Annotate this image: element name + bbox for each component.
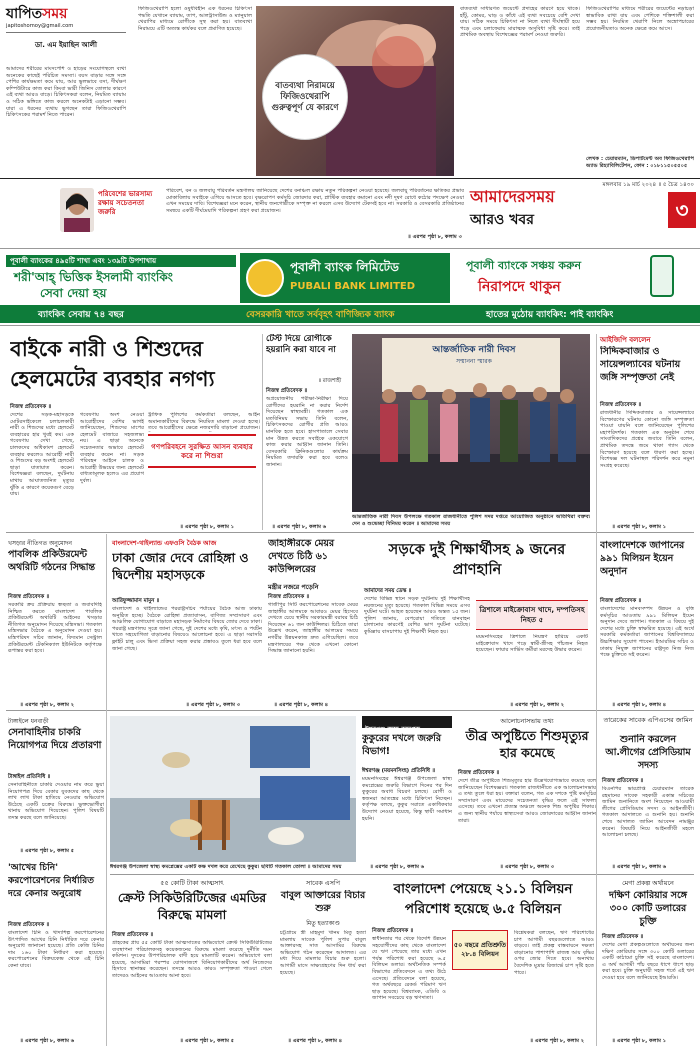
dog-kicker-bar xyxy=(362,716,452,733)
column-body-2: ফিজিওথেরাপি হলো ওষুধবিহীন এক ধরনের চিকিৎসা পদ্ধতি যেখানে ব্যায়াম, তাপ, আলট্রাসাউন্ড ও ম্যানুয়াল থেরাপির মাধ্যমে রোগীকে সুস্থ করা হয়। বাতব্যথা নিরাময়ে এটি অত্যন্ত কার্যকর বলে প্রমাণিত হয়েছে। xyxy=(138,6,252,32)
ad-left-big-2: সেবা দেয়া হয় xyxy=(40,286,107,300)
divider-710 xyxy=(6,710,694,711)
billion-box-text: ৫০ বছরে প্রতিশ্রুতি ২৮.৪ বিলিয়ন xyxy=(453,941,507,958)
column-footer: লেখক : চেয়ারম্যান, ডিপার্টমেন্ট অব ফিজিওথেরাপি অ্যান্ড রিহ্যাবিলিটেশন, ফোন : ০১৮১১৫০৫৫০৫ xyxy=(586,156,694,169)
crest-byline: নিজস্ব প্রতিবেদক ॥ xyxy=(112,932,154,938)
divider-530 xyxy=(6,532,694,533)
dogs-in-hospital-room xyxy=(110,716,356,862)
korea-byline: নিজস্ব প্রতিবেদক ॥ xyxy=(602,934,644,940)
dhaka-body: বাংলাদেশ ও থাইল্যান্ডের পররাষ্ট্রসচিব পর্যায়ের বৈঠক আজ ঢাকায় অনুষ্ঠিত হচ্ছে। বৈঠকে রোহিঙ্গা প্রত্যাবাসন, বাণিজ্য সম্প্রসারণ এবং আঞ্চলিক যোগাযোগ বাড়াতে মহাসড়ক নির্মাণের বিষয়ে জোর দেবে ঢাকা। পররাষ্ট্র মন্ত্রণালয় সূত্রে জানা গেছে, দুই দেশের মধ্যে কৃষি, মৎস্য ও পর্যটন খাতে সহযোগিতা বাড়ানোর বিষয়েও আলোচনা হবে। এ ছাড়া সরাসরি ফ্লাইট চালু এবং ভিসা প্রক্রিয়া সহজ করার প্রস্তাবও তুলে ধরা হবে বলে জানা গেছে। xyxy=(112,606,262,652)
vrule-2 xyxy=(596,334,597,1046)
jahangir-cont[interactable]: ॥ এরপর পৃষ্ঠা ৮, কলাম ৪ xyxy=(274,702,329,708)
road-box-text: ত্রিশালে মাইক্রোবাস খাদে, দম্পতিসহ নিহত ৫ xyxy=(479,605,585,624)
editorial-cont: ॥ এরপর পৃষ্ঠা ৮, কলাম ৩ xyxy=(407,234,462,240)
main-photo xyxy=(352,334,590,512)
section-label: আরও খবর xyxy=(470,212,534,228)
army-headline[interactable]: সেনাবাহিনীর চাকরি নিয়োগপত্র দিয়ে প্রতারণা xyxy=(8,727,102,751)
babul-cont[interactable]: ॥ এরপর পৃষ্ঠা ৮, কলাম ৪ xyxy=(288,1038,343,1044)
presidium-cont[interactable]: ॥ এরপর পৃষ্ঠা ৮, কলাম ৬ xyxy=(612,864,667,870)
japan-body: বাংলাদেশের মানবসম্পদ উন্নয়ন ও বৃত্তি কর্মসূচির আওতায় ৯৯১ মিলিয়ন ইয়েন অনুদান দেবে জাপান। গতকাল এ বিষয়ে দুই দেশের মধ্যে চুক্তি স্বাক্ষরিত হয়েছে। এই অর্থে সরকারি কর্মকর্তারা জাপানের বিশ্ববিদ্যালয়ে উচ্চশিক্ষার সুযোগ পাবেন। ইআরডির সচিব ও ঢাকায় নিযুক্ত জাপানের রাষ্ট্রদূত নিজ নিজ পক্ষে চুক্তিতে সই করেন। xyxy=(600,606,694,659)
road-cont[interactable]: ॥ এরপর পৃষ্ঠা ৮, কলাম ২ xyxy=(510,702,565,708)
public-body: সরকারি ক্রয় প্রক্রিয়ায় স্বচ্ছতা ও জবাবদিহি নিশ্চিত করতে বাংলাদেশ পাবলিক প্রকিউরমেন্ট অথরিটি আইনের খসড়ার নীতিগত অনুমোদন দিয়েছে মন্ত্রিসভা। গতকাল মন্ত্রিসভার বৈঠকে এ অনুমোদন দেওয়া হয়। মন্ত্রিপরিষদ সচিব জানান, বিদ্যমান সেন্ট্রাল প্রকিউরমেন্ট টেকনিক্যাল ইউনিটকে কর্তৃপক্ষে রূপান্তর করা হবে। xyxy=(8,602,102,655)
dhaka-byline: আরিফুজ্জামান মামুন ॥ xyxy=(112,598,160,604)
road-box xyxy=(476,600,588,630)
lead-headline[interactable]: বাইকে নারী ও শিশুদের হেলমেটের ব্যবহার নগণ্য xyxy=(10,337,215,391)
column-photo xyxy=(256,6,454,176)
japan-cont[interactable]: ॥ এরপর পৃষ্ঠা ৮, কলাম ৪ xyxy=(612,702,667,708)
public-byline: নিজস্ব প্রতিবেদক ॥ xyxy=(8,594,50,600)
lead-body-1: দেশের সড়ক-মহাসড়কে মোটরসাইকেলে চলাচলকারী নারী ও শিশুদের মধ্যে হেলমেট ব্যবহারের হার খুবই কম। এক গবেষণায় দেখা গেছে, চালকদের অধিকাংশ হেলমেট ব্যবহার করলেও আরোহী নারী ও শিশুদের বড় অংশই হেলমেট ছাড়া যাতায়াত করেন। বিশেষজ্ঞরা বলছেন, দুর্ঘটনায় মাথায় আঘাতজনিত মৃত্যুর ঝুঁকি এ কারণে কয়েকগুণ বেড়ে যায়। xyxy=(10,412,74,498)
dog-kicker: ঈশ্বরগঞ্জ স্বাস্থ্য কমপ্লেক্স xyxy=(365,726,421,733)
babul-headline[interactable]: বাবুল আক্তারের বিচার শুরু xyxy=(280,890,366,914)
child-cont[interactable]: ॥ এরপর পৃষ্ঠা ৮, কলাম ৩ xyxy=(500,864,555,870)
lead-body-3b xyxy=(148,472,260,522)
crest-kicker: ৫৫ কোটি টাকা আত্মসাৎ xyxy=(160,879,224,887)
babul-byline: মিতু হত্যাকাণ্ড xyxy=(306,920,340,927)
public-headline[interactable]: পাবলিক প্রকিউরমেন্ট অথরিটি গঠনের সিদ্ধান্ত xyxy=(8,549,95,573)
lead-pullquote-text: গণপরিবহনে সুরক্ষিত আসন ব্যবহার করে না শিশুরা xyxy=(151,441,253,460)
column-header xyxy=(6,6,126,64)
jahangir-headline[interactable]: জাহাঙ্গীরকে মেয়র দেখতে চিঠি ৬১ কাউন্সিলরের xyxy=(268,538,335,575)
jahangir-body: গাজীপুর সিটি করপোরেশনের সাবেক মেয়র জাহাঙ্গীর আলমকে আবারও মেয়র হিসেবে দেখতে চেয়ে স্থানীয় সরকারমন্ত্রী বরাবর চিঠি দিয়েছেন ৬১ জন কাউন্সিলর। চিঠিতে তারা উল্লেখ করেন, জাহাঙ্গীর আলমের সময়ে নগরীর উন্নয়নকাজ দ্রুত এগিয়েছিল। তবে মন্ত্রণালয়ের পক্ষ থেকে এখনো কোনো সিদ্ধান্ত জানানো হয়নি। xyxy=(268,602,358,655)
billion-body: স্বাধীনতার পর থেকে বিদেশি উন্নয়ন সহযোগীদের কাছ থেকে বাংলাদেশ যে ঋণ পেয়েছে তার মধ্যে এখন পর্যন্ত পরিশোধ করা হয়েছে ৬.৫ বিলিয়ন ডলার। অর্থনৈতিক সম্পর্ক বিভাগের প্রতিবেদনে এ তথ্য উঠে এসেছে। প্রতিবেদনে বলা হয়েছে, গত অর্থবছরে রেকর্ড পরিমাণ ঋণ ছাড় হয়েছে। বিশ্বব্যাংক, এডিবি ও জাপান সবচেয়ে বড় ঋণদাতা। xyxy=(372,936,446,1002)
babul-kicker: সাবেক এসপি xyxy=(306,879,340,887)
presidium-headline[interactable]: শুনানি করলেন আ.লীগের প্রেসিডিয়াম সদস্য xyxy=(605,734,691,771)
test-byline: নিজস্ব প্রতিবেদক ॥ xyxy=(266,388,308,394)
column-body-4: ফিজিওথেরাপির মাধ্যমে শরীরের জয়েন্টের নড়াচড়া স্বাভাবিক রাখা যায় এবং পেশিকে শক্তিশালী করা সম্ভব হয়। নিয়মিত থেরাপি নিলে অস্ত্রোপচারের প্রয়োজনীয়তাও অনেক ক্ষেত্রে কমে আসে। xyxy=(586,6,694,32)
public-kicker: খসড়ার নীতিগত অনুমোদন xyxy=(8,540,72,547)
column-body-3: বাতব্যথা সাধারণত জয়েন্টে প্রদাহের কারণে হয়ে থাকে। হাঁটু, কোমর, ঘাড় ও কাঁধে এই ব্যথা সবচেয়ে বেশি দেখা যায়। সঠিক সময়ে চিকিৎসা না নিলে ব্যথা দীর্ঘস্থায়ী হয়ে পড়ে এবং চলাফেরায় মারাত্মক অসুবিধা সৃষ্টি করে। তাই প্রাথমিক অবস্থায় বিশেষজ্ঞের পরামর্শ নেওয়া জরুরি। xyxy=(460,6,580,39)
child-body: দেশে তীব্র অপুষ্টিতে শিশুমৃত্যুর হার উল্লেখযোগ্যভাবে কমেছে বলে জানিয়েছেন বিশেষজ্ঞরা। গতকাল রাজধানীতে এক আলোচনাসভায় এ তথ্য তুলে ধরা হয়। বক্তারা বলেন, গত এক দশকে পুষ্টি কর্মসূচির সম্প্রসারণ এবং মায়েদের সচেতনতা বৃদ্ধির ফলে এই সাফল্য এসেছে। তবে এখনো প্রত্যন্ত অঞ্চলে অনেক শিশু অপুষ্টির শিকার। এ জন্য স্থানীয় পর্যায়ে স্বাস্থ্যসেবা আরও জোরদারের আহ্বান জানান তারা। xyxy=(458,778,596,824)
photo-banner: আন্তর্জাতিক নারী দিবস xyxy=(432,345,516,355)
igp-byline: নিজস্ব প্রতিবেদক ॥ xyxy=(600,402,642,408)
presidium-byline: নিজস্ব প্রতিবেদক ॥ xyxy=(602,778,644,784)
column-title-b: সময় xyxy=(42,6,68,22)
test-cont[interactable]: ॥ এরপর পৃষ্ঠা ৮, কলাম ৬ xyxy=(272,524,327,530)
public-cont[interactable]: ॥ এরপর পৃষ্ঠা ৮, কলাম ২ xyxy=(20,702,75,708)
crest-cont[interactable]: ॥ এরপর পৃষ্ঠা ৮, কলাম ৫ xyxy=(180,1038,235,1044)
column-body-1: আমাদের শরীরের মাংসপেশি ও হাড়ের সংযোগস্থলে ব্যথা অনেকের কাছেই পরিচিত সমস্যা। বয়স বাড়ার সঙ্গে সঙ্গে পেশির কার্যক্ষমতা কমে যায়, আর ভুলভাবে বসা, দীর্ঘক্ষণ কম্পিউটারে কাজ করা কিংবা ভারী জিনিস তোলার কারণে এই ব্যথা আরও বাড়ে। চিকিৎসকরা বলেন, নিয়মিত ব্যায়াম ও সঠিক ভঙ্গিতে কাজ করলে অনেকটাই এড়ানো সম্ভব। যারা এ ধরনের ব্যথায় ভুগছেন তারা ফিজিওথেরাপি চিকিৎসকের পরামর্শ নিতে পারেন। xyxy=(6,66,126,119)
dhaka-kicker: বাংলাদেশ-থাইল্যান্ড এফওসি বৈঠক আজ xyxy=(112,539,217,547)
road-body-2: ময়মনসিংহের ত্রিশালে নিয়ন্ত্রণ হারিয়ে একটি মাইক্রোবাস খাদে পড়ে স্বামী-স্ত্রীসহ পাঁচজন নিহত হয়েছেন। ফায়ার সার্ভিস কর্মীরা মরদেহ উদ্ধার করেন। xyxy=(476,634,588,654)
igp-cont[interactable]: ॥ এরপর পৃষ্ঠা ৮, কলাম ১ xyxy=(612,524,667,530)
korea-cont[interactable]: ॥ এরপর পৃষ্ঠা ৮, কলাম ১ xyxy=(612,1038,667,1044)
ad-bottom-mid: বেসরকারি খাতে সর্ববৃহৎ বাণিজ্যিক ব্যাংক xyxy=(246,310,395,320)
photo-banner-sub: সম্মাননা স্মারক xyxy=(456,358,492,365)
ad-top-left: পূবালী ব্যাংকের ৪৯৫টি শাখা এবং ১৩৯টি উপশাখায় xyxy=(6,255,236,267)
bank-name-bn: পূবালী ব্যাংক লিমিটেড xyxy=(290,260,399,274)
road-headline[interactable]: সড়কে দুই শিক্ষার্থীসহ ৯ জনের প্রাণহানি xyxy=(388,541,566,578)
presidium-kicker: তারেকের সাবেক এপিএসের জামিন xyxy=(603,716,693,724)
korea-body: দেশের মেগা প্রকল্পগুলোতে অর্থায়নের জন্য দক্ষিণ কোরিয়ার সঙ্গে ৩০০ কোটি ডলারের একটি কাঠামো চুক্তি সই করেছে বাংলাদেশ। এ অর্থ আগামী পাঁচ বছরে ধাপে ধাপে ছাড় করা হবে। চুক্তি অনুযায়ী সহজ শর্তে এই ঋণ দেওয়া হবে বলে জানিয়েছে ইআরডি। xyxy=(602,942,694,981)
igp-headline[interactable]: সিদ্দিকবাজার ও সায়েন্সল্যাবের ঘটনায় জঙ্গি সম্পৃক্ততা নেই xyxy=(600,346,681,383)
dateline: মঙ্গলবার ১৯ মার্চ ২০২৪ ॥ ৫ চৈত্র ১৪৩০ xyxy=(602,182,694,188)
test-body: অপ্রয়োজনীয় পরীক্ষা-নিরীক্ষা দিয়ে রোগীদের হয়রানি না করার নির্দেশ দিয়েছেন স্বাস্থ্যমন্ত্রী। গতকাল এক মতবিনিময় সভায় তিনি বলেন, চিকিৎসকদের রোগীর প্রতি আরও মানবিক হতে হবে। হাসপাতালে সেবার মান উন্নত করতে সবাইকে একযোগে কাজ করার আহ্বান জানান তিনি। বেসরকারি ক্লিনিকগুলোর কার্যক্রম নিয়মিত তদারকি করা হবে বলেও জানান। xyxy=(266,396,348,468)
ad-right-1: পূবালী ব্যাংকে সঞ্চয় করুন xyxy=(466,259,582,272)
army-cont[interactable]: ॥ এরপর পৃষ্ঠা ৮, কলাম ৫ xyxy=(20,848,75,854)
billion-byline: নিজস্ব প্রতিবেদক ॥ xyxy=(372,928,414,934)
photo-caption-circle xyxy=(262,54,348,140)
ad-bottom-right: হাতের মুঠোয় ব্যাংকিং: পাই ব্যাংকিং xyxy=(486,310,614,320)
test-headline[interactable]: টেস্ট দিয়ে রোগীকে হয়রানি করা যাবে না xyxy=(266,334,336,355)
top-divider xyxy=(0,178,700,179)
igp-body: রাজধানীর সিদ্দিকবাজার ও সায়েন্সল্যাবে বিস্ফোরণের ঘটনায় কোনো জঙ্গি সম্পৃক্ততা পাওয়া যায়নি বলে জানিয়েছেন পুলিশের মহাপরিদর্শক। গতকাল এক অনুষ্ঠান শেষে সাংবাদিকদের প্রশ্নের জবাবে তিনি বলেন, প্রাথমিক তদন্তে জমে থাকা গ্যাস থেকে বিস্ফোরণ হয়েছে বলে ধারণা করা হচ্ছে। বিশেষজ্ঞ দল ঘটনাস্থল পরিদর্শন করে নমুনা সংগ্রহ করেছে। xyxy=(600,410,694,469)
lead-byline: নিজস্ব প্রতিবেদক ॥ xyxy=(10,404,52,410)
ad-right-2: নিরাপদে থাকুন xyxy=(478,279,561,295)
lead-body-3: ট্রাফিক পুলিশের কর্মকর্তারা বলছেন, আইন অমান্যকারীদের বিরুদ্ধে নিয়মিত মামলা দেওয়া হচ্ছে। তবে আরোহীদের ক্ষেত্রে নজরদারি বাড়ানো প্রয়োজন। xyxy=(148,412,260,432)
editorial-body: পরিবেশ, বন ও জলবায়ু পরিবর্তন মন্ত্রণালয় জানিয়েছে দেশের বনাঞ্চল রক্ষায় নতুন পরিকল্পনা নেওয়া হয়েছে। জলবায়ু পরিবর্তনের ক্ষতিকর প্রভাব মোকাবিলায় সবাইকে এগিয়ে আসতে হবে। বৃক্ষরোপণ কর্মসূচি জোরদার করা, প্লাস্টিক ব্যবহার কমানো এবং নদী দূষণ রোধে কঠোর পদক্ষেপ নেওয়া এখন সময়ের দাবি। বিশেষজ্ঞরা মনে করেন, স্থানীয় জনগোষ্ঠীকে সম্পৃক্ত না করলে এসব উদ্যোগ টেকসই হবে না। সরকারি ও বেসরকারি প্রতিষ্ঠানের সমন্বয়ে একটি দীর্ঘমেয়াদি পরিকল্পনা গ্রহণ করা প্রয়োজন। xyxy=(166,188,464,214)
child-kicker: আলোচনাসভায় তথ্য xyxy=(500,717,554,725)
dog-photo-caption: ঈশ্বরগঞ্জ উপজেলা স্বাস্থ্য কমপ্লেক্সের একটি কক্ষ দখল করে রেখেছে কুকুর। ছবিটি গতকাল তোলা ॥ আমাদের সময় xyxy=(110,864,342,870)
vrule-3 xyxy=(262,334,263,530)
ad-left-big-1: শরী'আহ্ ভিত্তিক ইসলামী ব্যাংকিং xyxy=(14,270,173,284)
editorial-author-photo xyxy=(60,188,94,232)
japan-headline[interactable]: বাংলাদেশকে জাপানের ৯৯১ মিলিয়ন ইয়েন অনুদান xyxy=(600,540,685,577)
aam-byline: নিজস্ব প্রতিবেদক ॥ xyxy=(8,922,50,928)
jahangir-sub: মন্ত্রীর নজরে পড়েনি xyxy=(268,583,319,591)
section-brand-b: সময় xyxy=(525,187,555,206)
dhaka-cont[interactable]: ॥ এরপর পৃষ্ঠা ৮, কলাম ৩ xyxy=(186,702,241,708)
korea-kicker: মেগা প্রকল্প অর্থায়নে xyxy=(622,879,674,887)
army-kicker: টাঙ্গাইলে ধনবাড়ী xyxy=(8,718,49,725)
jahangir-byline: নিজস্ব প্রতিবেদক ॥ xyxy=(268,594,310,600)
dog-headline[interactable]: কুকুরের দখলে জরুরি বিভাগ! xyxy=(362,733,441,757)
bank-name-en: PUBALI BANK LIMITED xyxy=(290,281,416,292)
editorial-box xyxy=(56,184,466,242)
section-brand-a: আমাদের xyxy=(470,187,526,206)
dhaka-headline[interactable]: ঢাকা জোর দেবে রোহিঙ্গা ও দ্বিদেশীয় মহাসড়কে xyxy=(112,550,249,582)
crest-headline[interactable]: ক্রেস্ট সিকিউরিটিজের এমডির বিরুদ্ধে মামলা xyxy=(117,890,267,922)
lead-cont[interactable]: ॥ এরপর পৃষ্ঠা ৮, কলাম ১ xyxy=(180,524,235,530)
japan-byline: নিজস্ব প্রতিবেদক ॥ xyxy=(600,598,642,604)
vrule-1 xyxy=(106,534,107,1046)
photo-caption: বাতব্যথা নিরাময়ে ফিজিওথেরাপি গুরুত্বপূর্ণ যে কারণে xyxy=(271,80,339,113)
road-byline: আমাদের সময় ডেস্ক ॥ xyxy=(364,588,412,594)
mobile-app-icon xyxy=(650,255,674,297)
author-portrait xyxy=(60,188,94,232)
bank-logo-block xyxy=(240,253,450,303)
dog-cont[interactable]: ॥ এরপর পৃষ্ঠা ৮, কলাম ৬ xyxy=(370,864,425,870)
bank-emblem-icon xyxy=(246,259,284,297)
page-number: ৩ xyxy=(668,192,696,228)
aam-body: বাংলাদেশ চিনি ও খাদ্যশিল্প করপোরেশনের উৎপাদিত আখের চিনি নির্ধারিত দরে কেনার অনুরোধ জানানো হয়েছে। প্রতি কেজি চিনির দাম ১৬০ টাকা নির্ধারণ করা হয়েছে। করপোরেশনের বিক্রয়কেন্দ্র থেকে এই চিনি কেনা যাবে। xyxy=(8,930,104,969)
army-body: সেনাবাহিনীতে চাকরি দেওয়ার নাম করে ভুয়া নিয়োগপত্র দিয়ে বেকার যুবকদের কাছ থেকে লাখ লাখ টাকা হাতিয়ে নেওয়ার অভিযোগ উঠেছে একটি চক্রের বিরুদ্ধে। ভুক্তভোগীরা থানায় অভিযোগ দিয়েছেন। পুলিশ বিষয়টি তদন্ত করছে বলে জানিয়েছে। xyxy=(8,782,104,821)
pubali-ad[interactable] xyxy=(0,248,700,326)
column-title-a: যাপিত xyxy=(6,6,43,22)
ad-bottom-left: ব্যাংকিং সেবায় ৭৪ বছর xyxy=(38,310,124,320)
crest-body: গ্রাহকের প্রায় ৫৫ কোটি টাকা আত্মসাতের অভিযোগে ক্রেস্ট সিকিউরিটিজের ব্যবস্থাপনা পরিচালকসহ কয়েকজনের বিরুদ্ধে মামলা করেছে দুর্নীতি দমন কমিশন। দুদকের উপপরিচালক বাদী হয়ে মামলাটি করেন। অভিযোগে বলা হয়েছে, আসামিরা পরস্পর যোগসাজশে বিনিয়োগকারীদের অর্থ নিজেদের হিসাবে স্থানান্তর করেছেন। তদন্তে আরও কারও সম্পৃক্ততা পাওয়া গেলে তাদেরও আইনের আওতায় আনা হবে। xyxy=(112,940,272,979)
billion-body-2: বিশ্লেষকরা বলছেন, ঋণ পরিশোধের চাপ আগামী বছরগুলোতে আরও বাড়বে। তাই প্রকল্প বাস্তবায়নে দক্ষতা বাড়ানোর পাশাপাশি রাজস্ব আয় বৃদ্ধির ওপর জোর দিতে হবে। অন্যথায় বৈদেশিক মুদ্রার রিজার্ভে চাপ সৃষ্টি হতে পারে। xyxy=(514,930,594,976)
babul-body: চট্টগ্রামে স্ত্রী মাহমুদা খানম মিতু হত্যা মামলায় সাবেক পুলিশ সুপার বাবুল আক্তারসহ সাত আসামির বিরুদ্ধে অভিযোগ গঠন করেছেন আদালত। এর মধ্য দিয়ে মামলার বিচার শুরু হলো। আগামী মাসে সাক্ষ্যগ্রহণের দিন ধার্য করা হয়েছে। xyxy=(280,930,366,976)
editorial-title: পরিবেশের ভারসাম্য রক্ষায় সচেতনতা জরুরি xyxy=(98,190,153,216)
igp-kicker: আইজিপি বললেন xyxy=(600,336,651,344)
dog-photo xyxy=(110,716,356,862)
road-body: দেশের বিভিন্ন স্থানে সড়ক দুর্ঘটনায় দুই শিক্ষার্থীসহ নয়জনের মৃত্যু হয়েছে। গতকাল বিভিন্ন সময়ে এসব দুর্ঘটনা ঘটে। আহত হয়েছেন আরও অন্তত ১৫ জন। পুলিশ জানায়, বেপরোয়া গতিতে যানবাহন চালানোর কারণেই বেশির ভাগ দুর্ঘটনা ঘটেছে। কুমিল্লায় বাসচাপায় দুই শিক্ষার্থী নিহত হয়। xyxy=(364,596,470,635)
dog-byline: ঈশ্বরগঞ্জ (ময়মনসিংহ) প্রতিনিধি ॥ xyxy=(362,768,435,774)
presidium-body: বিএনপির ভারপ্রাপ্ত চেয়ারম্যান তারেক রহমানের সাবেক সহকারী একান্ত সচিবের জামিন শুনানিতে অংশ নিয়েছেন আওয়ামী লীগের প্রেসিডিয়াম সদস্য ও আইনজীবী। গতকাল আদালতে এ শুনানি হয়। শুনানি শেষে আদালত জামিন আবেদন নামঞ্জুর করেন। বিষয়টি নিয়ে আইনজীবী মহলে আলোচনা চলছে। xyxy=(602,786,694,839)
billion-headline[interactable]: বাংলাদেশ পেয়েছে ২১.১ বিলিয়ন পরিশোধ হয়েছে ৬.৫ বিলিয়ন xyxy=(393,882,573,917)
divider-874 xyxy=(110,874,694,875)
aam-headline[interactable]: 'আখের চিনি' করপোরেশনের নির্ধারিত দরে কেনার অনুরোধ xyxy=(8,862,95,899)
aam-cont[interactable]: ॥ এরপর পৃষ্ঠা ৮, কলাম ৬ xyxy=(20,1038,75,1044)
billion-cont[interactable]: ॥ এরপর পৃষ্ঠা ৮, কলাম ২ xyxy=(530,1038,585,1044)
section-label-box xyxy=(470,186,696,244)
child-headline[interactable]: তীব্র অপুষ্টিতে শিশুমৃত্যুর হার কমেছে xyxy=(465,728,589,760)
column-author: ডা. এম ইয়াছিন আলী xyxy=(35,41,97,49)
lead-body-2: গবেষণায় অংশ নেওয়া আরোহীদের বেশির ভাগই জানিয়েছেন, শিশুদের মাপের হেলমেট বাজারে সহজলভ্য নয়। এ ছাড়া অনেকে সচেতনতার অভাবে হেলমেট ব্যবহার করেন না। সড়ক পরিবহন আইনে চালক ও আরোহী উভয়ের জন্য হেলমেট বাধ্যতামূলক হলেও এর প্রয়োগ দুর্বল। xyxy=(80,412,144,484)
korea-headline[interactable]: দক্ষিণ কোরিয়ার সঙ্গে ৩০০ কোটি ডলারের চুক্তি xyxy=(609,890,687,927)
child-byline: নিজস্ব প্রতিবেদক ॥ xyxy=(458,770,500,776)
dog-body: ময়মনসিংহের ঈশ্বরগঞ্জ উপজেলা স্বাস্থ্য কমপ্লেক্সের জরুরি বিভাগে দিনের পর দিন কুকুরের অবাধ বিচরণ চলছে। রোগী ও স্বজনরা আতঙ্কের মধ্যে চিকিৎসা নিচ্ছেন। কর্তৃপক্ষ বলছে, কুকুর সরাতে একাধিকবার উদ্যোগ নেওয়া হয়েছে, কিন্তু স্থায়ী সমাধান হয়নি। xyxy=(362,776,452,822)
main-photo-caption: আন্তর্জাতিক নারী দিবস উপলক্ষে গতকাল রাজধানীতে পুলিশ সদর দপ্তরে আয়োজিত অনুষ্ঠানে অতিথিরা বক্তব্য দেন ও শুভেচ্ছা বিনিময় করেন ॥ আমাদের সময় xyxy=(352,514,590,527)
lead-pullquote xyxy=(148,434,256,468)
column-email[interactable]: japitoshomoy@gmail.com xyxy=(6,23,74,29)
army-byline: টাঙ্গাইল প্রতিনিধি ॥ xyxy=(8,774,51,780)
billion-box xyxy=(452,930,508,970)
test-byline-right: ॥ রাজশাহী xyxy=(318,378,342,384)
